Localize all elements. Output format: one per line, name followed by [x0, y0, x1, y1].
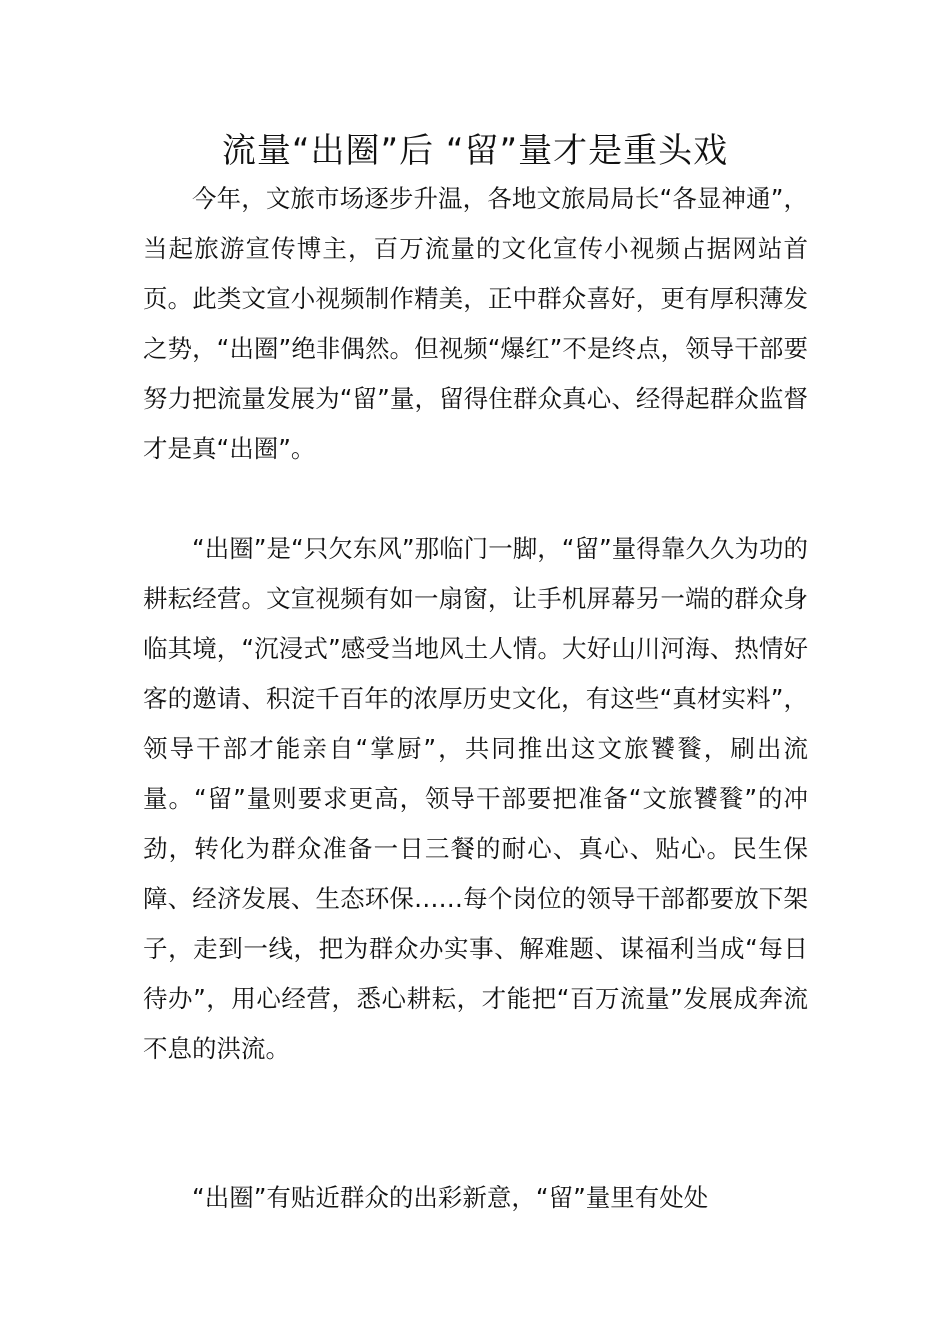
body-paragraph-2: “出圈”是“只欠东风”那临门一脚，“留”量得靠久久为功的耕耘经营。文宣视频有如一扇窗，让手机屏幕另一端的群众身临其境，“沉浸式”感受当地风土人情。大好山川河海、热情好客的邀请、积淀千百年的浓厚历史文化，有这些“真材实料”，领导干部才能亲自“掌厨”，共同推出这文旅饕餮，刷出流量。“留”量则要求更高，领导干部要把准备“文旅饕餮”的冲劲，转化为群众准备一日三餐的耐心、真心、贴心。民生保障、经济发展、生态环保……每个岗位的领导干部都要放下架子，走到一线，把为群众办实事、解难题、谋福利当成“每日待办”，用心经营，悉心耕耘，才能把“百万流量”发展成奔流不息的洪流。	[143, 534, 808, 1063]
body-paragraph-1: 今年，文旅市场逐步升温，各地文旅局局长“各显神通”，当起旅游宣传博主，百万流量的文化宣传小视频占据网站首页。此类文宣小视频制作精美，正中群众喜好，更有厚积薄发之势，“出圈”绝非偶然。但视频“爆红”不是终点，领导干部要努力把流量发展为“留”量，留得住群众真心、经得起群众监督才是真“出圈”。	[143, 184, 808, 463]
body-paragraph-3: “出圈”有贴近群众的出彩新意，“留”量里有处处	[192, 1183, 709, 1212]
document-title: 流量“出圈”后 “留”量才是重头戏	[221, 131, 729, 171]
